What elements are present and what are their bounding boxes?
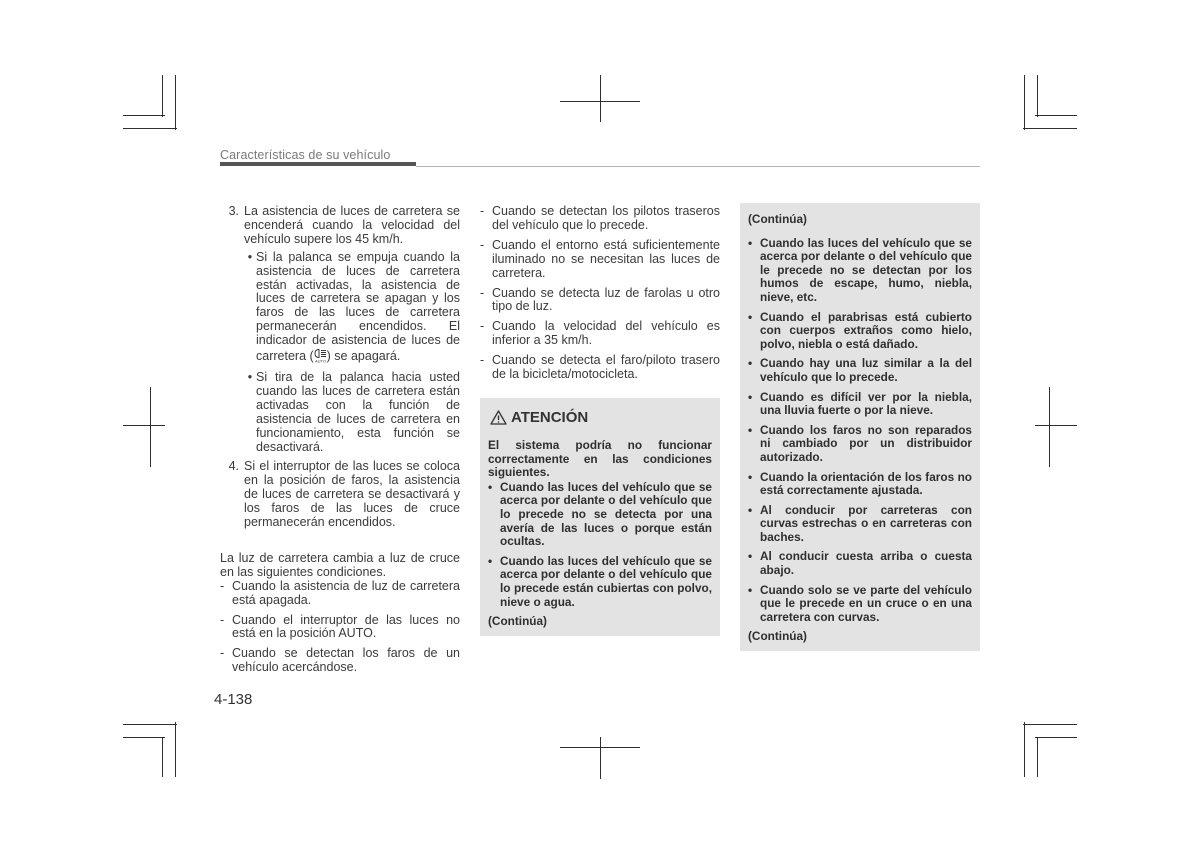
sub-item [244, 251, 460, 367]
warning-box-continued [740, 203, 980, 651]
dash-item: - Cuando la asistencia de luz de carretera está apagada. [220, 578, 460, 607]
bullet: • [748, 549, 753, 564]
continued-label: (Continúa) [748, 212, 807, 226]
warning-box [480, 398, 720, 636]
bullet: • [247, 249, 253, 264]
icon-caption: AUTO [314, 358, 326, 364]
bullet: • [748, 469, 753, 484]
warning-item: • Cuando las luces del vehículo que se acerca por delante o del vehículo que le precede no se detectan por los humos de escape, humo, niebla, nieve, etc. [748, 235, 972, 304]
item-number: 4. [228, 459, 239, 474]
column-3 [740, 203, 980, 651]
dash: - [480, 237, 485, 252]
section-title: Características de su vehículo [220, 148, 391, 162]
dash: - [480, 353, 485, 368]
warning-heading [490, 410, 712, 425]
dash-item: - Cuando se detecta luz de farolas u otro tipo de luz. [480, 285, 720, 314]
bullet: • [748, 389, 753, 404]
warning-item: • Cuando las luces del vehículo que se acerca por delante o del vehículo que lo precede no se detecta por una avería de las luces o porque están ocultas. [488, 479, 712, 549]
warning-item: • Cuando la orientación de los faros no está correctamente ajustada. [748, 469, 972, 498]
page-number: 4-138 [214, 691, 253, 708]
dash-item: - Cuando la velocidad del vehículo es inferior a 35 km/h. [480, 319, 720, 348]
warning-item: • Cuando solo se ve parte del vehículo que le precede en un cruce o en una carretera con curvas. [748, 582, 972, 624]
warning-title: ATENCIÓN [511, 408, 589, 426]
numbered-item-3 [220, 205, 460, 454]
sub-item-text: Si tira de la palanca hacia usted cuando las luces de carretera están activadas con la función de asistencia de luces de carretera en funcionamiento, esta función se desactivará. [256, 369, 460, 454]
bullet: • [748, 356, 753, 371]
header-rule [416, 166, 980, 167]
column-1 [220, 205, 460, 675]
warning-item: • Al conducir cuesta arriba o cuesta abajo. [748, 549, 972, 578]
bullet: • [748, 582, 753, 597]
header-bar [220, 162, 416, 166]
bullet: • [748, 309, 753, 324]
bullet: • [748, 502, 753, 517]
bullet: • [748, 235, 753, 250]
paragraph: La luz de carretera cambia a luz de cruce en las siguientes condiciones. [220, 550, 460, 579]
warning-item: • Cuando las luces del vehículo que se acerca por delante o del vehículo que lo precede están cubiertas con polvo, nieve o agua. [488, 553, 712, 609]
dash: - [220, 646, 225, 661]
bullet: • [748, 422, 753, 437]
dash: - [480, 204, 485, 218]
bullet: • [488, 479, 493, 494]
continues-label: (Continúa) [488, 614, 547, 629]
warning-item: • Cuando los faros no son reparados ni cambiado por un distribuidor autorizado. [748, 422, 972, 464]
dash: - [480, 285, 485, 300]
warning-intro: El sistema podría no funcionar correctamente en las condiciones siguientes. [488, 437, 712, 480]
warning-item: • Al conducir por carreteras con curvas estrechas o en carreteras con baches. [748, 502, 972, 544]
continues-label: (Continúa) [748, 629, 807, 644]
bullet: • [247, 369, 253, 384]
numbered-item-4 [220, 460, 460, 530]
warning-item: • Cuando el parabrisas está cubierto con cuerpos extraños como hielo, polvo, niebla o está dañado. [748, 309, 972, 351]
dash-item: - Cuando se detectan los pilotos traseros del vehículo que lo precede. [480, 204, 720, 232]
column-2 [480, 205, 720, 636]
high-beam-assist-icon [314, 348, 327, 367]
bullet: • [488, 553, 493, 568]
dash: - [220, 612, 225, 627]
dash-item: - Cuando el interruptor de las luces no está en la posición AUTO. [220, 612, 460, 641]
item-number: 3. [228, 204, 239, 218]
item-text: Si el interruptor de las luces se coloca en la posición de faros, la asistencia de luces de carretera se desactivará y los faros de las luces de cruce permanecerán encendidos. [244, 459, 460, 530]
dash-item: - Cuando el entorno está suficientemente iluminado no se necesitan las luces de carretera. [480, 237, 720, 280]
dash: - [220, 578, 225, 593]
warning-item: • Cuando es difícil ver por la niebla, una lluvia fuerte o por la nieve. [748, 389, 972, 418]
sub-item [244, 371, 460, 454]
item-text: La asistencia de luces de carretera se encenderá cuando la velocidad del vehículo supere los 45 km/h. [244, 204, 460, 246]
dash: - [480, 319, 485, 334]
dash-item: - Cuando se detectan los faros de un vehículo acercándose. [220, 646, 460, 675]
sub-item-text: Si la palanca se empuja cuando la asistencia de luces de carretera están activadas, la asistencia de luces de carretera se apagan y los faros de las luces de carretera permanecerán encendidos. El indicador de asistencia de luces de carretera ( AUTO ) se apagará. [256, 251, 460, 367]
dash-item: - Cuando se detecta el faro/piloto trasero de la bicicleta/motocicleta. [480, 353, 720, 382]
warning-item: • Cuando hay una luz similar a la del vehículo que lo precede. [748, 356, 972, 384]
warning-triangle-icon [490, 410, 511, 425]
